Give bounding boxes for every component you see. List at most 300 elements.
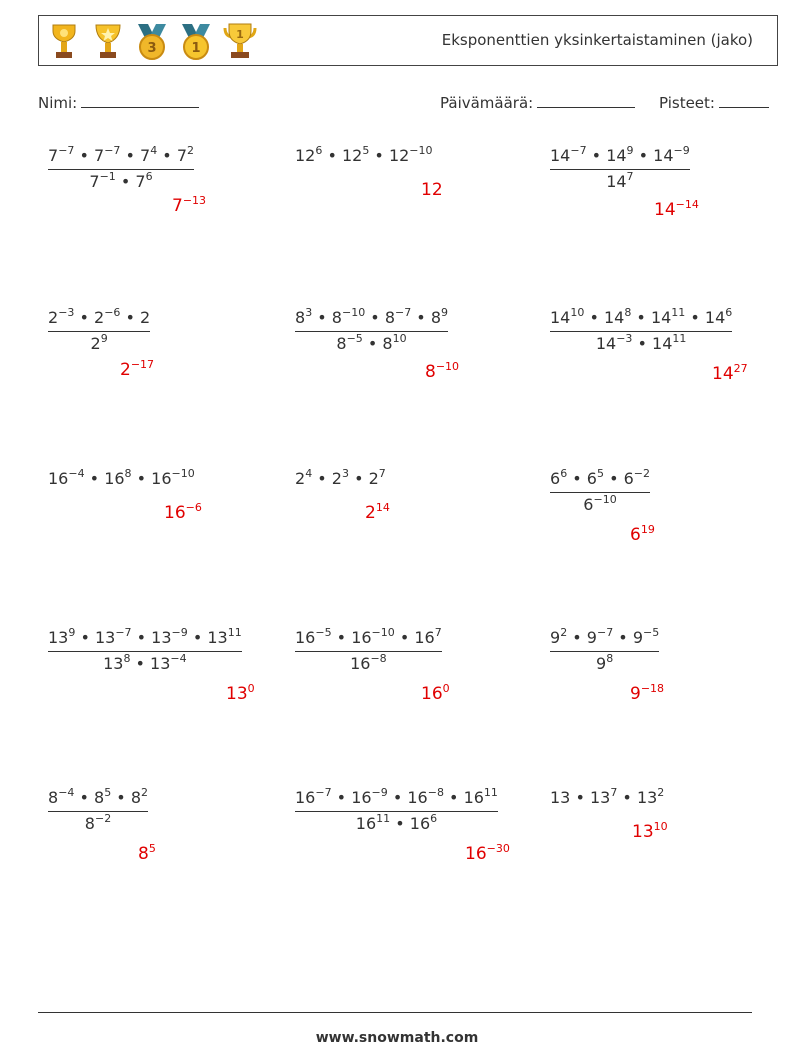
exponent: 2 xyxy=(187,144,195,157)
power-term xyxy=(550,146,587,165)
base: 13 xyxy=(94,628,116,647)
power-term xyxy=(632,822,668,842)
power-term xyxy=(637,788,664,807)
exponent: 11 xyxy=(671,306,686,319)
answer-3 xyxy=(654,200,699,220)
base: 7 xyxy=(140,146,151,165)
power-term xyxy=(85,814,111,833)
power-term xyxy=(421,684,450,704)
exponent: 6 xyxy=(315,144,323,157)
base: 13 xyxy=(207,628,228,647)
power-term xyxy=(177,146,194,165)
fraction xyxy=(48,308,150,353)
answer-1 xyxy=(172,196,206,216)
base: 14 xyxy=(606,146,627,165)
base: 14 xyxy=(712,364,734,384)
exponent: −10 xyxy=(341,306,366,319)
problem-8 xyxy=(295,469,386,488)
base: 16 xyxy=(151,469,172,488)
base: 2 xyxy=(331,469,342,488)
problem-13 xyxy=(48,788,148,833)
power-term xyxy=(91,334,108,353)
power-term xyxy=(604,308,631,327)
multiply-dot: • xyxy=(617,788,637,807)
answer-7 xyxy=(164,503,202,523)
answer-2 xyxy=(421,180,443,200)
answer-11 xyxy=(421,684,450,704)
problem-10 xyxy=(48,628,242,673)
base: 8 xyxy=(138,844,149,864)
power-term xyxy=(630,684,664,704)
exponent: −7 xyxy=(570,144,587,157)
fraction xyxy=(48,788,148,833)
power-term xyxy=(652,334,686,353)
power-term xyxy=(351,628,395,647)
exponent: −18 xyxy=(640,682,665,695)
base: 13 xyxy=(150,654,171,673)
multiply-dot: • xyxy=(111,788,131,807)
exponent: −9 xyxy=(171,626,188,639)
multiply-dot: • xyxy=(348,469,369,488)
base: 14 xyxy=(704,308,726,327)
exponent: 8 xyxy=(123,652,131,665)
base: 8 xyxy=(84,814,95,833)
exponent: −13 xyxy=(182,194,207,207)
header-box xyxy=(38,15,778,66)
exponent: 11 xyxy=(376,812,391,825)
exponent: 11 xyxy=(672,332,687,345)
exponent: 6 xyxy=(430,812,438,825)
problem-1 xyxy=(48,146,194,191)
score-label: Pisteet: xyxy=(659,94,715,112)
problem-5 xyxy=(295,308,448,353)
exponent: −30 xyxy=(486,842,510,855)
exponent: −8 xyxy=(427,786,444,799)
power-term xyxy=(630,525,655,545)
base: 13 xyxy=(226,684,248,704)
multiply-dot: • xyxy=(74,308,95,327)
power-term xyxy=(550,469,567,488)
answer-10 xyxy=(226,684,255,704)
exponent: −8 xyxy=(370,652,387,665)
exponent: 4 xyxy=(150,144,158,157)
exponent: 8 xyxy=(624,306,632,319)
power-term xyxy=(624,469,650,488)
exponent: 14 xyxy=(375,501,390,514)
exponent: −7 xyxy=(58,144,75,157)
base: 16 xyxy=(409,814,431,833)
base: 6 xyxy=(623,469,634,488)
base: 9 xyxy=(632,628,643,647)
base: 14 xyxy=(606,172,627,191)
power-term xyxy=(336,334,362,353)
medal-1-icon xyxy=(177,20,215,62)
base: 13 xyxy=(632,822,654,842)
power-term xyxy=(587,469,604,488)
base: 14 xyxy=(595,334,617,353)
exponent: 6 xyxy=(725,306,733,319)
score-blank[interactable] xyxy=(719,93,769,108)
problem-2 xyxy=(295,146,433,165)
base: 13 xyxy=(103,654,124,673)
power-term xyxy=(606,172,633,191)
power-term xyxy=(633,628,659,647)
base: 16 xyxy=(164,503,186,523)
multiply-dot: • xyxy=(74,146,95,165)
problem-14 xyxy=(295,788,498,833)
power-term xyxy=(465,844,510,864)
power-term xyxy=(654,200,699,220)
base: 9 xyxy=(586,628,597,647)
multiply-dot: • xyxy=(131,628,152,647)
power-term xyxy=(596,654,613,673)
base: 9 xyxy=(630,684,641,704)
power-term xyxy=(48,146,74,165)
base: 6 xyxy=(583,495,594,514)
problem-11 xyxy=(295,628,442,673)
fraction xyxy=(550,628,659,673)
base: 16 xyxy=(414,628,435,647)
answer-15 xyxy=(632,822,668,842)
expression xyxy=(295,469,386,488)
power-term xyxy=(382,334,406,353)
power-term xyxy=(342,146,369,165)
multiply-dot: • xyxy=(120,308,141,327)
power-term xyxy=(356,814,390,833)
expression xyxy=(295,146,433,165)
svg-text:1: 1 xyxy=(236,28,244,41)
power-term xyxy=(120,360,154,380)
exponent: 0 xyxy=(442,682,450,695)
exponent: −14 xyxy=(675,198,699,211)
fraction xyxy=(550,146,690,191)
power-term xyxy=(295,628,332,647)
exponent: 11 xyxy=(483,786,498,799)
denominator xyxy=(48,332,150,353)
power-term xyxy=(226,684,255,704)
multiply-dot: • xyxy=(331,628,352,647)
exponent: 7 xyxy=(434,626,442,639)
svg-text:3: 3 xyxy=(147,41,157,56)
power-term xyxy=(389,146,433,165)
numerator xyxy=(48,146,194,169)
exponent: −1 xyxy=(99,170,116,183)
base: 16 xyxy=(295,628,316,647)
date-label: Päivämäärä: xyxy=(440,94,534,112)
power-term xyxy=(590,788,617,807)
footer-divider xyxy=(38,1012,752,1013)
medal-3-icon xyxy=(133,20,171,62)
exponent: −5 xyxy=(315,626,332,639)
multiply-dot: • xyxy=(322,146,342,165)
base: 8 xyxy=(425,362,436,382)
problem-15 xyxy=(550,788,664,807)
base: 7 xyxy=(94,146,105,165)
base: 16 xyxy=(351,628,372,647)
multiply-dot: • xyxy=(632,334,653,353)
base: 16 xyxy=(350,654,371,673)
power-term xyxy=(94,308,120,327)
multiply-dot: • xyxy=(75,628,95,647)
exponent: 5 xyxy=(596,467,604,480)
power-term xyxy=(550,628,567,647)
star-trophy-icon xyxy=(89,20,127,62)
power-term xyxy=(705,308,732,327)
base: 8 xyxy=(382,334,393,353)
base: 2 xyxy=(140,308,151,327)
fraction xyxy=(550,469,650,514)
power-term xyxy=(351,788,388,807)
name-blank[interactable] xyxy=(81,93,199,108)
exponent: 10 xyxy=(392,332,407,345)
power-term xyxy=(140,308,150,327)
base: 16 xyxy=(465,844,487,864)
multiply-dot: • xyxy=(157,146,177,165)
power-term xyxy=(653,146,690,165)
exponent: −5 xyxy=(643,626,660,639)
exponent: −5 xyxy=(346,332,363,345)
power-term xyxy=(103,654,130,673)
footer-url: www.snowmath.com xyxy=(315,1030,479,1046)
power-term xyxy=(172,196,206,216)
numerator xyxy=(295,628,442,651)
multiply-dot: • xyxy=(584,308,604,327)
power-term xyxy=(140,146,157,165)
exponent: 5 xyxy=(148,842,156,855)
exponent: 5 xyxy=(362,144,370,157)
power-term xyxy=(350,654,387,673)
base: 2 xyxy=(368,469,379,488)
power-term xyxy=(410,814,437,833)
power-term xyxy=(95,628,132,647)
base: 8 xyxy=(94,788,105,807)
numerator xyxy=(550,469,650,492)
base: 12 xyxy=(421,180,443,200)
power-term xyxy=(94,788,111,807)
numerator xyxy=(48,788,148,811)
multiply-dot: • xyxy=(331,788,352,807)
name-label: Nimi: xyxy=(38,94,78,112)
date-field xyxy=(440,93,635,112)
exponent: 19 xyxy=(640,523,655,536)
exponent: 7 xyxy=(610,786,618,799)
exponent: −7 xyxy=(596,626,614,639)
multiply-dot: • xyxy=(369,146,389,165)
base: 14 xyxy=(653,146,674,165)
base: 7 xyxy=(172,196,183,216)
exponent: 9 xyxy=(68,626,76,639)
exponent: −10 xyxy=(171,467,195,480)
multiply-dot: • xyxy=(187,628,208,647)
power-term xyxy=(94,146,120,165)
base: 8 xyxy=(130,788,141,807)
problem-6 xyxy=(550,308,732,353)
numerator xyxy=(550,628,659,651)
base: 16 xyxy=(463,788,484,807)
multiply-dot: • xyxy=(394,628,415,647)
base: 8 xyxy=(48,788,59,807)
exponent: 2 xyxy=(560,626,568,639)
fraction xyxy=(295,628,442,673)
power-term xyxy=(135,172,152,191)
numerator xyxy=(48,628,242,651)
power-term xyxy=(295,469,312,488)
base: 2 xyxy=(365,503,376,523)
base: 16 xyxy=(351,788,372,807)
power-term xyxy=(295,788,332,807)
award-icons xyxy=(45,20,259,62)
answer-9 xyxy=(630,525,655,545)
exponent: 9 xyxy=(626,144,634,157)
power-term xyxy=(712,364,748,384)
exponent: −9 xyxy=(371,786,388,799)
exponent: 0 xyxy=(247,682,255,695)
problem-7 xyxy=(48,469,195,488)
exponent: 9 xyxy=(100,332,108,345)
multiply-dot: • xyxy=(365,308,385,327)
expression xyxy=(48,469,195,488)
power-term xyxy=(48,469,85,488)
base: 14 xyxy=(603,308,625,327)
exponent: −10 xyxy=(371,626,395,639)
denominator xyxy=(295,812,498,833)
fraction xyxy=(295,308,448,353)
multiply-dot: • xyxy=(603,469,624,488)
multiply-dot: • xyxy=(312,308,332,327)
base: 12 xyxy=(388,146,410,165)
trophy-1-icon xyxy=(221,20,259,62)
base: 9 xyxy=(550,628,561,647)
exponent: 10 xyxy=(653,820,668,833)
power-term xyxy=(332,308,365,327)
svg-text:1: 1 xyxy=(191,41,201,56)
multiply-dot: • xyxy=(443,788,464,807)
score-field xyxy=(659,93,769,112)
base: 8 xyxy=(384,308,395,327)
power-term xyxy=(606,146,633,165)
multiply-dot: • xyxy=(115,172,136,191)
exponent: −7 xyxy=(395,306,412,319)
multiply-dot: • xyxy=(84,469,105,488)
denominator xyxy=(550,332,732,353)
exponent: −3 xyxy=(616,332,633,345)
base: 8 xyxy=(331,308,342,327)
multiply-dot: • xyxy=(613,628,633,647)
numerator xyxy=(550,146,690,169)
exponent: −4 xyxy=(58,786,75,799)
base: 13 xyxy=(589,788,611,807)
numerator xyxy=(295,788,498,811)
power-term xyxy=(583,495,616,514)
base: 14 xyxy=(550,308,571,327)
answer-5 xyxy=(425,362,459,382)
exponent: 6 xyxy=(145,170,153,183)
power-term xyxy=(407,788,444,807)
problem-4 xyxy=(48,308,150,353)
power-term xyxy=(425,362,459,382)
power-term xyxy=(431,308,448,327)
power-term xyxy=(596,334,633,353)
exponent: −7 xyxy=(315,786,332,799)
multiply-dot: • xyxy=(685,308,705,327)
base: 7 xyxy=(89,172,100,191)
base: 14 xyxy=(650,308,672,327)
base: 16 xyxy=(421,684,443,704)
exponent: −10 xyxy=(435,360,460,373)
exponent: −10 xyxy=(593,493,617,506)
multiply-dot: • xyxy=(131,469,152,488)
exponent: 7 xyxy=(378,467,386,480)
base: 7 xyxy=(176,146,188,165)
numerator xyxy=(295,308,448,331)
base: 2 xyxy=(295,469,306,488)
answer-6 xyxy=(712,364,748,384)
answer-12 xyxy=(630,684,664,704)
exponent: 11 xyxy=(227,626,242,639)
numerator xyxy=(48,308,150,331)
fraction xyxy=(48,628,242,673)
base: 7 xyxy=(135,172,146,191)
power-term xyxy=(104,469,131,488)
base: 2 xyxy=(48,308,59,327)
power-term xyxy=(550,788,570,807)
base: 2 xyxy=(94,308,105,327)
base: 12 xyxy=(295,146,316,165)
base: 2 xyxy=(120,360,131,380)
exponent: −7 xyxy=(104,144,121,157)
base: 2 xyxy=(90,334,101,353)
answer-13 xyxy=(138,844,156,864)
exponent: 7 xyxy=(626,170,634,183)
base: 13 xyxy=(48,628,69,647)
numerator xyxy=(550,308,732,331)
multiply-dot: • xyxy=(633,146,654,165)
denominator xyxy=(48,652,242,673)
multiply-dot: • xyxy=(567,469,587,488)
denominator xyxy=(48,812,148,833)
base: 13 xyxy=(550,788,571,807)
power-term xyxy=(587,628,613,647)
power-term xyxy=(365,503,390,523)
base: 13 xyxy=(636,788,658,807)
base: 7 xyxy=(48,146,59,165)
base: 12 xyxy=(341,146,363,165)
problem-9 xyxy=(550,469,650,514)
base: 14 xyxy=(550,146,571,165)
base: 14 xyxy=(652,334,673,353)
multiply-dot: • xyxy=(390,814,410,833)
power-term xyxy=(151,469,195,488)
date-blank[interactable] xyxy=(537,93,635,108)
trophy-cup-icon xyxy=(45,20,83,62)
exponent: 8 xyxy=(124,467,132,480)
problem-12 xyxy=(550,628,659,673)
power-term xyxy=(48,628,75,647)
denominator xyxy=(48,170,194,191)
exponent: 5 xyxy=(104,786,112,799)
multiply-dot: • xyxy=(312,469,332,488)
base: 8 xyxy=(295,308,306,327)
base: 16 xyxy=(104,469,125,488)
base: 14 xyxy=(654,200,676,220)
fraction xyxy=(550,308,732,353)
exponent: 4 xyxy=(305,467,313,480)
exponent: −4 xyxy=(68,467,85,480)
exponent: 10 xyxy=(570,306,585,319)
exponent: 8 xyxy=(606,652,614,665)
exponent: −7 xyxy=(115,626,132,639)
expression xyxy=(550,788,664,807)
